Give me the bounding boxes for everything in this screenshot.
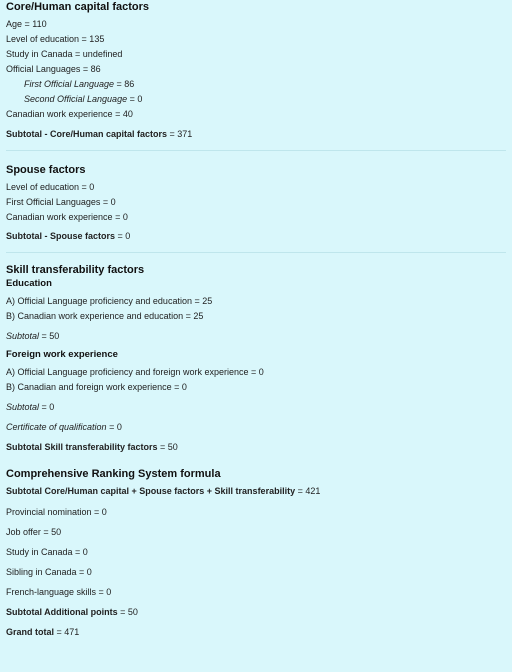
grand-total-label: Grand total: [6, 627, 55, 637]
french-language-points: French-language skills = 0: [6, 587, 112, 597]
core-subtotal-label: Subtotal - Core/Human capital factors: [6, 129, 168, 139]
foreign-work-subtotal-value: = 0: [39, 402, 55, 412]
skill-transferability-subtotal: [6, 440, 506, 455]
spouse-factors-heading: Spouse factors: [6, 164, 86, 176]
second-official-language-value: = 0: [127, 94, 143, 104]
crs-core-subtotal: [6, 484, 506, 499]
age-points: Age = 110: [6, 19, 47, 29]
job-offer-points: Job offer = 50: [6, 527, 62, 537]
study-in-canada-points: Study in Canada = undefined: [6, 49, 123, 59]
certificate-of-qualification-label: Certificate of qualification: [6, 422, 107, 432]
second-official-language-label: Second Official Language: [24, 94, 128, 104]
provincial-nomination-points: Provincial nomination = 0: [6, 507, 107, 517]
skill-subtotal-label: Subtotal Skill transferability factors: [6, 442, 158, 452]
crs-core-subtotal-value: = 421: [295, 486, 321, 496]
first-official-language-label: First Official Language: [24, 79, 115, 89]
first-official-language-value: = 86: [114, 79, 135, 89]
additional-points-subtotal: [6, 605, 506, 620]
additional-subtotal-label: Subtotal Additional points: [6, 607, 118, 617]
spouse-first-official-languages-points: First Official Languages = 0: [6, 197, 116, 207]
foreign-work-experience-subheading: Foreign work experience: [6, 349, 118, 360]
first-official-language-points: [6, 77, 506, 92]
certificate-of-qualification-points: [6, 420, 506, 435]
skill-transferability-heading: Skill transferability factors: [6, 264, 145, 276]
spouse-subtotal-label: Subtotal - Spouse factors: [6, 231, 116, 241]
language-foreign-work-points: A) Official Language proficiency and foreign work experience = 0: [6, 367, 264, 377]
spouse-work-experience-points: Canadian work experience = 0: [6, 212, 128, 222]
crs-formula-heading: Comprehensive Ranking System formula: [6, 468, 221, 480]
language-education-points: A) Official Language proficiency and education = 25: [6, 296, 213, 306]
foreign-work-subtotal-label: Subtotal: [6, 402, 40, 412]
spouse-subtotal: [6, 229, 506, 244]
canadian-work-experience-points: Canadian work experience = 40: [6, 109, 133, 119]
sibling-in-canada-points: Sibling in Canada = 0: [6, 567, 92, 577]
additional-subtotal-value: = 50: [117, 607, 138, 617]
core-factors-heading: Core/Human capital factors: [6, 1, 150, 13]
education-subtotal-label: Subtotal: [6, 331, 40, 341]
education-subheading: Education: [6, 278, 52, 289]
grand-total-value: = 471: [54, 627, 80, 637]
grand-total: [6, 625, 506, 640]
core-subtotal: [6, 127, 506, 142]
crs-study-in-canada-points: Study in Canada = 0: [6, 547, 88, 557]
crs-core-subtotal-label: Subtotal Core/Human capital + Spouse factors + Skill transferability: [6, 486, 296, 496]
canadian-foreign-work-points: B) Canadian and foreign work experience = 0: [6, 382, 187, 392]
education-points: Level of education = 135: [6, 34, 105, 44]
spouse-education-points: Level of education = 0: [6, 182, 95, 192]
second-official-language-points: [6, 92, 506, 107]
education-subtotal-value: = 50: [39, 331, 60, 341]
official-languages-points: Official Languages = 86: [6, 64, 101, 74]
work-experience-education-points: B) Canadian work experience and education = 25: [6, 311, 204, 321]
foreign-work-subtotal: [6, 400, 506, 415]
core-subtotal-value: = 371: [167, 129, 193, 139]
certificate-of-qualification-value: = 0: [106, 422, 122, 432]
education-subtotal: [6, 329, 506, 344]
skill-subtotal-value: = 50: [157, 442, 178, 452]
spouse-subtotal-value: = 0: [115, 231, 131, 241]
